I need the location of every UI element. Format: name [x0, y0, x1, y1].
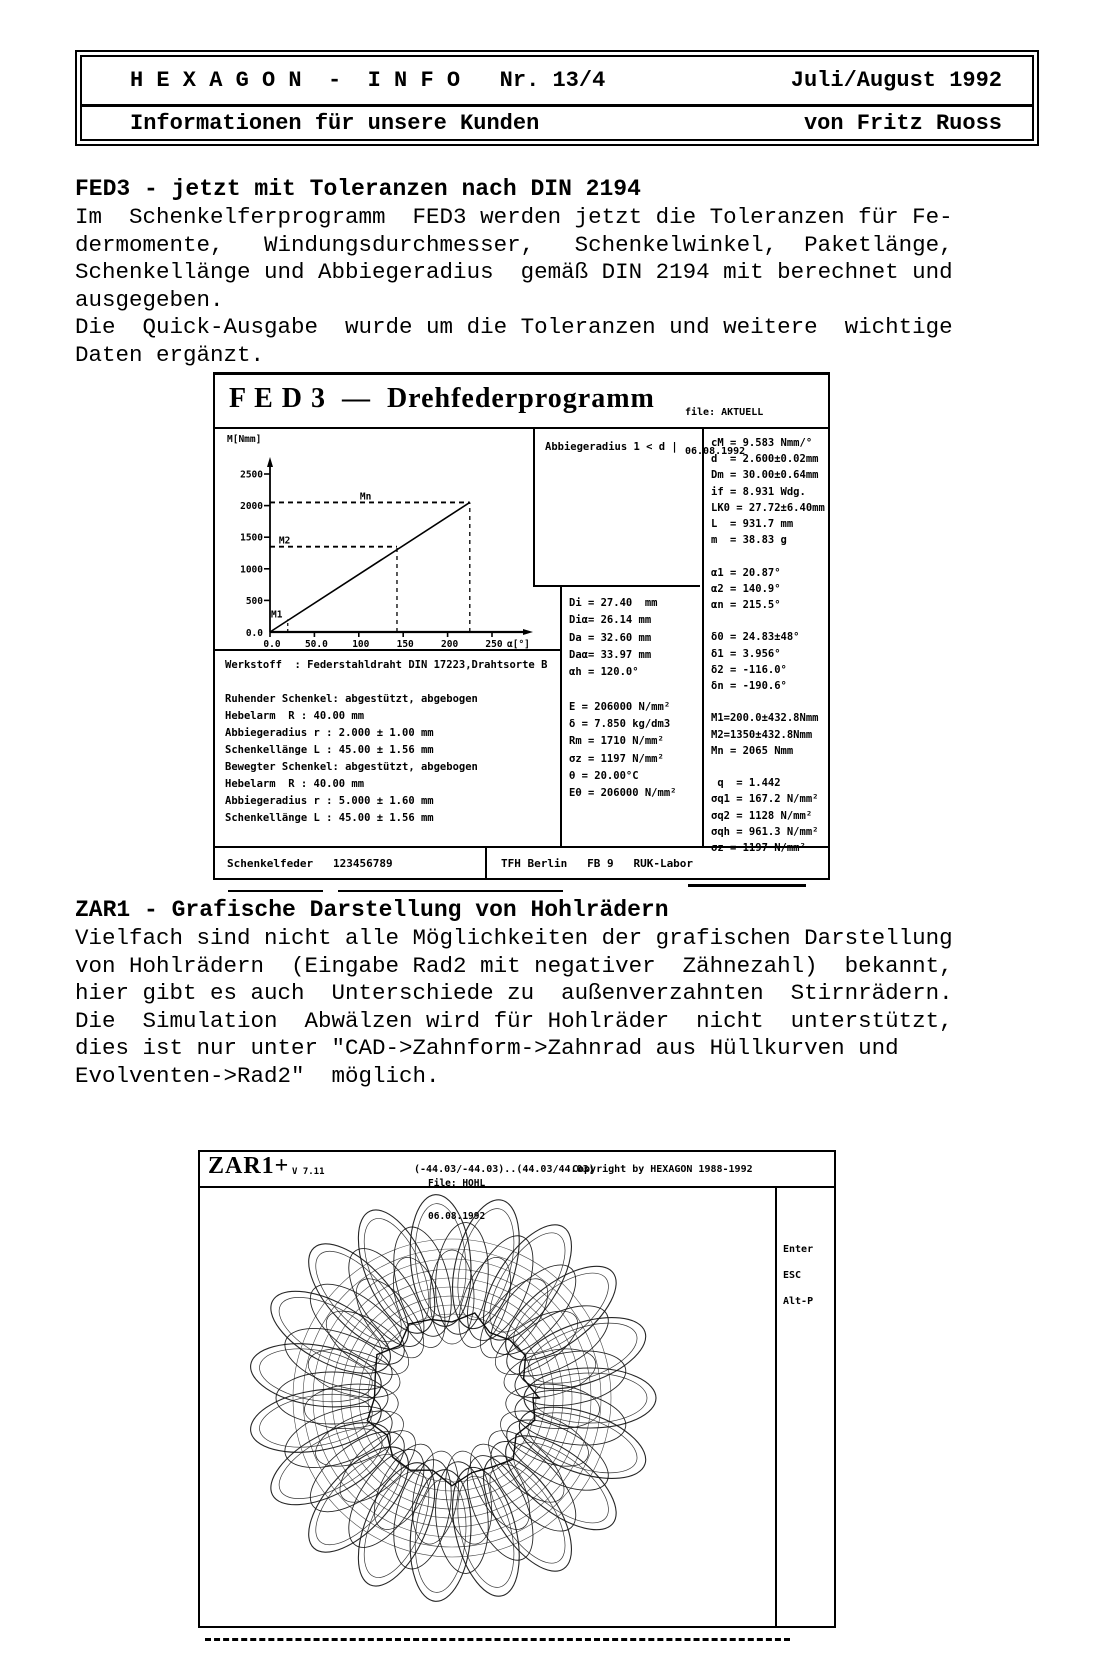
text-line	[711, 694, 827, 710]
chart-tick-label: 0.0	[263, 639, 281, 649]
text-line	[711, 759, 827, 775]
newsletter-subtitle: Informationen für unsere Kunden	[130, 110, 540, 136]
masthead-inner-frame	[80, 55, 1034, 141]
file-label: File: HOHL	[428, 1178, 486, 1189]
gear-curve	[475, 1221, 579, 1344]
text-line: Die Quick-Ausgabe wurde um die Toleranzen und weitere wichtige	[75, 314, 953, 340]
text-line: Ruhender Schenkel: abgestützt, abgebogen	[225, 693, 478, 705]
results-column	[711, 435, 827, 856]
chart-tick-label: 2500	[240, 469, 263, 481]
material-block	[225, 657, 557, 827]
gear-curve	[448, 1470, 524, 1593]
text-line: von Hohlrädern (Eingabe Rad2 mit negativer Zähnezahl) bekannt,	[75, 952, 953, 979]
file-date: 06.08.1992	[685, 446, 746, 457]
text-line: Hebelarm R : 40.00 mm	[225, 778, 365, 790]
text-line: δ = 7.850 kg/dm3	[569, 718, 671, 731]
text-line: δ2 = -116.0°	[711, 663, 787, 676]
fed3-article-heading: FED3 - jetzt mit Toleranzen nach DIN 2194	[75, 176, 641, 202]
gear-curve	[246, 1335, 386, 1416]
text-line: σq2 = 1128 N/mm²	[711, 809, 813, 822]
gear-curve	[448, 1203, 524, 1326]
key-label-enter: Enter	[783, 1244, 814, 1255]
text-line: Evolventen->Rad2" möglich.	[75, 1062, 440, 1089]
chart-tick-label: 50.0	[304, 639, 328, 649]
chart-tick-label: 150	[396, 639, 414, 649]
text-line: E = 206000 N/mm²	[569, 700, 671, 713]
text-line	[225, 674, 557, 691]
copyright-text: Copyright by HEXAGON 1988-1992	[572, 1164, 753, 1175]
text-line: αn = 215.5°	[711, 599, 781, 612]
zar1-window	[198, 1150, 836, 1628]
text-line: Dm = 30.00±0.64mm	[711, 469, 819, 482]
keys-panel-divider	[775, 1186, 777, 1628]
file-label: file: AKTUELL	[685, 407, 764, 418]
text-line	[569, 681, 699, 698]
chart-tick-label: 0.0	[245, 628, 263, 639]
fed3-window	[213, 372, 830, 880]
axis-arrow	[523, 629, 533, 635]
scan-artifact-line	[688, 884, 806, 887]
results-column-divider	[702, 429, 704, 846]
text-line: Daα= 33.97 mm	[569, 648, 652, 661]
text-line: Eθ = 206000 N/mm²	[569, 787, 677, 800]
gear-curve	[439, 1448, 498, 1548]
masthead-subtitle-row	[82, 107, 1032, 139]
text-line: δ0 = 24.83±48°	[711, 631, 800, 644]
text-line: Diα= 26.14 mm	[569, 614, 652, 627]
chart-tick-label: 200	[441, 639, 459, 649]
spring-name-field: Schenkelfeder 123456789	[215, 848, 487, 879]
text-line: Da = 32.60 mm	[569, 631, 652, 644]
note-box	[533, 429, 700, 587]
text-line: Die Simulation Abwälzen wird für Hohlräder nicht unterstützt,	[75, 1007, 953, 1034]
zar1-app-name: ZAR1+	[208, 1153, 290, 1179]
text-line: α1 = 20.87°	[711, 566, 781, 579]
text-line: Rm = 1710 N/mm²	[569, 735, 664, 748]
chart-tick-label: 1500	[240, 532, 263, 544]
chart-tick-label: 2000	[240, 501, 263, 513]
text-line: q = 1.442	[711, 777, 781, 790]
text-line: σq1 = 167.2 N/mm²	[711, 793, 819, 806]
text-line: θ = 20.00°C	[569, 769, 639, 782]
text-line: dermomente, Windungsdurchmesser, Schenkelwinkel, Paketlänge,	[75, 231, 953, 258]
chart-annotation-label: M1	[271, 609, 283, 621]
text-line: Abbiegeradius r : 2.000 ± 1.00 mm	[225, 727, 434, 739]
text-line: M1=200.0±432.8Nmm	[711, 712, 819, 725]
text-line: ausgegeben.	[75, 286, 224, 313]
text-line: Abbiegeradius r : 5.000 ± 1.60 mm	[225, 795, 434, 807]
zar1-version: V 7.11	[292, 1167, 325, 1177]
key-label-esc: ESC	[783, 1270, 802, 1281]
fed3-article-body	[75, 204, 953, 369]
dimensions-column-divider	[560, 587, 562, 846]
text-line: Schenkellänge L : 45.00 ± 1.56 mm	[225, 744, 434, 756]
text-line: hier gibt es auch Unterschiede zu außenverzahnten Stirnrädern.	[75, 980, 953, 1006]
newsletter-title: H E X A G O N - I N F O Nr. 13/4	[130, 68, 606, 93]
dimensions-column	[569, 595, 699, 803]
text-line: Di = 27.40 mm	[569, 597, 658, 609]
chart-tick-label: 1000	[240, 564, 263, 576]
text-line: d = 2.600±0.02mm	[711, 453, 819, 466]
text-line: Schenkellänge und Abbiegeradius gemäß DIN 2194 mit berechnet und	[75, 259, 953, 285]
chart-x-axis-label: α[°]	[507, 639, 530, 649]
gear-curve	[475, 1452, 579, 1575]
text-line: Mn = 2065 Nmm	[711, 744, 794, 757]
hohlrad-graphic	[200, 1186, 775, 1628]
note-text: Abbiegeradius 1 < d |	[545, 441, 678, 453]
text-line: σz = 1197 N/mm²	[569, 752, 664, 765]
spring-characteristic-line	[270, 502, 470, 632]
text-line: Schenkellänge L : 45.00 ± 1.56 mm	[225, 812, 434, 824]
organization-field: TFH Berlin FB 9 RUK-Labor	[501, 857, 694, 870]
text-line: α2 = 140.9°	[711, 582, 781, 595]
gear-curve	[313, 1259, 591, 1537]
zar1-article-body	[75, 925, 953, 1090]
text-line: Im Schenkelferprogramm FED3 werden jetzt die Toleranzen für Fe-	[75, 204, 953, 230]
coordinates-display: (-44.03/-44.03)..(44.03/44.03)	[414, 1164, 595, 1175]
chart-tick-label: 100	[352, 639, 370, 649]
text-line: if = 8.931 Wdg.	[711, 485, 806, 498]
text-line: δn = -190.6°	[711, 680, 787, 693]
text-line: M2=1350±432.8Nmm	[711, 728, 813, 741]
chart-annotation-label: Mn	[359, 491, 372, 503]
text-line	[711, 548, 827, 564]
gear-curve	[490, 1249, 631, 1377]
text-line: Bewegter Schenkel: abgestützt, abgebogen	[225, 761, 478, 773]
fed3-window-title: F E D 3 — Drehfederprogramm	[229, 383, 655, 414]
issue-date: Juli/August 1992	[790, 68, 1002, 93]
text-line: m = 38.83 g	[711, 534, 787, 547]
scan-artifact-line	[338, 890, 563, 892]
text-line: δ1 = 3.956°	[711, 647, 781, 660]
scan-artifact-line	[205, 1638, 790, 1641]
text-line: LK0 = 27.72±6.40mm	[711, 501, 825, 514]
fed3-window-footer	[215, 846, 828, 879]
text-line	[711, 613, 827, 629]
masthead-box	[75, 50, 1039, 146]
chart-tick-label: 250	[485, 639, 503, 649]
text-line: Vielfach sind nicht alle Möglichkeiten der grafischen Darstellung	[75, 925, 953, 951]
chart-annotation-label: M2	[278, 535, 291, 547]
text-line: L = 931.7 mm	[711, 518, 794, 531]
chart-bottom-divider	[215, 649, 560, 651]
chart-tick-label: 500	[245, 595, 263, 607]
author-name: von Fritz Ruoss	[803, 110, 1002, 136]
axis-arrow	[267, 457, 273, 467]
text-line: αh = 120.0°	[569, 666, 639, 679]
zar1-article-heading: ZAR1 - Grafische Darstellung von Hohlrädern	[75, 897, 669, 923]
file-date: 06.08.1992	[428, 1211, 486, 1222]
text-line: σqh = 961.3 N/mm²	[711, 825, 819, 838]
text-line: cM = 9.583 Nmm/°	[711, 437, 813, 449]
key-label-altp: Alt-P	[783, 1296, 814, 1307]
torque-angle-chart	[215, 429, 560, 649]
text-line: Hebelarm R : 40.00 mm	[225, 710, 365, 722]
text-line: Daten ergänzt.	[75, 341, 265, 368]
text-line: Werkstoff : Federstahldraht DIN 17223,Drahtsorte B	[225, 659, 548, 671]
text-line: σz = 1197 N/mm²	[711, 842, 806, 855]
chart-y-axis-label: M[Nmm]	[227, 434, 262, 445]
masthead-title-row	[82, 57, 1032, 107]
scan-artifact-line	[228, 890, 323, 892]
text-line: dies ist nur unter "CAD->Zahnform->Zahnrad aus Hüllkurven und	[75, 1035, 899, 1061]
